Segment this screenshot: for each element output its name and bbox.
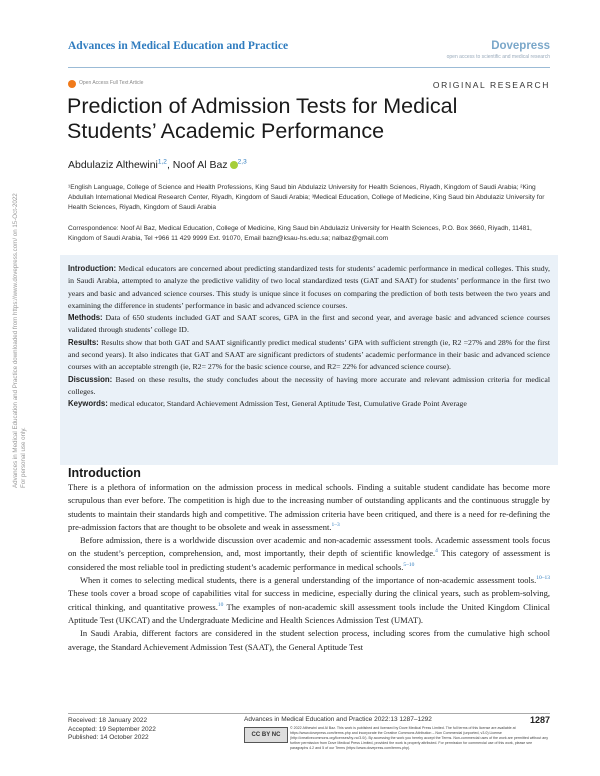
download-notice (12, 128, 28, 488)
footer-divider (68, 713, 550, 714)
author-name[interactable]: Noof Al Baz (172, 159, 228, 171)
paragraph-text: There is a plethora of information on the admission process in medical schools. Finding a suitable student candidate has become more scrupulous than ever before. The competition is high due to the increasing number of outstanding applicants and the continuous struggle by students to maintain their standards high and competitive. The admission criteria have been critiqued, and there is a need for re-defining the pre-admission factors that are thought to be obsolete and weak in assessment. (68, 482, 550, 532)
abstract-keywords (68, 398, 550, 410)
body-text (68, 481, 550, 654)
abstract-results (68, 337, 550, 374)
open-access-label: Open Access Full Text Article (79, 80, 144, 86)
publisher-logo[interactable]: Dovepress (491, 40, 550, 52)
header-divider (68, 67, 550, 68)
citation-ref[interactable]: 10 (217, 601, 224, 608)
open-access-icon (68, 80, 76, 88)
abstract-label: Methods: (68, 313, 103, 323)
paragraph-text: This category of assessment is considered the most reliable tool in predicting student’s academic performance in medical schools. (68, 548, 551, 572)
license-text: © 2022 Althewini and Al Baz. This work is published and licensed by Dove Medical Press Limited. The full terms of this license are available at https://www.dovepress.com/terms.php and incorporate the Creative Commons Attribution – Non Commercial (unported, v3.0) License (http://creativecommons.org/licenses/by-nc/3.0/). By accessing the work you hereby accept the Terms. Non-commercial uses of the work are permitted without any further permission from Dove Medical Press Limited, provided the work is properly attributed. For permission for commercial use of this work, please see paragraphs 4.2 and 5 of our Terms (https://www.dovepress.com/terms.php). (290, 726, 548, 750)
abstract-text: medical educator, Standard Achievement Admission Test, General Aptitude Test, Cumulative Grade Point Average (107, 399, 467, 409)
author-list (68, 159, 247, 171)
abstract-text: Medical educators are concerned about predicting standardized tests for students’ academic performance in medical colleges. This study, in Saudi Arabia, attempted to analyze the predictive validity of two local standardized tests (GAT and SAAT) for students’ performance in the first two years and basic and advanced science courses. This study is unique since it focuses on comparing the prediction of both tests between the two years and examining the difference in students’ performance in basic and advanced science courses. (68, 264, 550, 310)
article-type: ORIGINAL RESEARCH (432, 80, 550, 90)
download-notice-line: For personal use only. (20, 427, 27, 488)
abstract-methods (68, 312, 550, 337)
paragraph-text: When it comes to selecting medical students, there is a general understanding of the importance of non-academic assessment tools. (80, 575, 537, 586)
abstract-label: Results: (68, 337, 99, 347)
accepted-date: Accepted: 19 September 2022 (68, 725, 156, 733)
correspondence: Correspondence: Noof Al Baz, Medical Education, College of Medicine, King Saud bin Abdulaziz University for Health Sciences, P.O. Box 3660, Riyadh, 11481, Kingdom of Saudi Arabia, Tel +966 11 429 9999 Ext. 91070, Email bazn@ksau-hs.edu.sa; nalbaz@gmail.com (68, 225, 532, 242)
footer-citation[interactable]: Advances in Medical Education and Practice 2022:13 1287–1292 (244, 716, 432, 723)
abstract-label: Introduction: (68, 264, 117, 273)
affiliations: ¹English Language, College of Science and Health Professions, King Saud bin Abdulaziz University for Health Sciences, Riyadh, Kingdom of Saudi Arabia; ²King Abdullah International Medical Research Center, Riyadh, Kingdom of Saudi Arabia; ³Medical Education, College of Medicine, King Saud bin Abdulaziz University for Health Sciences, Riyadh, Kingdom of Saudi Arabia (68, 184, 545, 211)
orcid-icon[interactable] (230, 161, 238, 169)
received-date: Received: 18 January 2022 (68, 717, 148, 724)
author-affiliation-ref[interactable]: 1,2 (157, 158, 167, 166)
abstract-introduction (68, 263, 550, 312)
download-notice-line: Advances in Medical Education and Practice downloaded from https://www.dovepress.com/ on 15-Oct-2022 (12, 193, 19, 488)
citation-ref[interactable]: 5–10 (403, 561, 415, 568)
abstract-text: Based on these results, the study concludes about the necessity of having more accurate and relevant admission criteria for medical colleges. (68, 374, 550, 396)
publication-dates (68, 717, 156, 743)
abstract-text: Results show that both GAT and SAAT significantly predict medical students’ GPA with sufficient strength (ie, R2 =27% and 28% for the first and second years). It also indicates that GAT and SAAT are significant predictors of students’ academic performance in their basic and advanced science courses with an acceptable strength (ie, R2= 27% for the basic science course, and R2= 22% for advanced science course). (68, 337, 550, 372)
paragraph (68, 627, 550, 654)
page-number: 1287 (529, 715, 550, 725)
abstract (68, 263, 550, 411)
paragraph-text: In Saudi Arabia, different factors are considered in the student selection process, including scores from the cumulative high school average, the Standard Achievement Admission Test (SAAT), the General Aptitude Test (68, 628, 550, 652)
author-separator: , (166, 159, 173, 171)
abstract-label: Discussion: (68, 374, 113, 384)
article-title: Prediction of Admission Tests for Medical Students’ Academic Performance (67, 94, 458, 143)
paragraph-text: These tools cover a broad scope of capabilities vital for success in medicine, especially during the clinical years, such as problem-solving, critical thinking, and quantitative prowess. (68, 588, 550, 612)
abstract-discussion (68, 374, 550, 399)
paragraph (68, 481, 550, 534)
abstract-text: Data of 650 students included GAT and SAAT scores, GPA in the first and second year, and average basic and advanced science courses validated through students’ college ID. (68, 313, 550, 335)
journal-title[interactable]: Advances in Medical Education and Practice (68, 40, 289, 52)
publisher-tagline: open access to scientific and medical research (446, 54, 550, 60)
cc-license-badge[interactable]: CC BY NC (244, 727, 288, 743)
author-name[interactable]: Abdulaziz Althewini (68, 159, 158, 171)
paragraph-text: The examples of non-academic skill assessment tools include the United Kingdom Clinical Aptitude Test (UKCAT) and the Undergraduate Medicine and Health Sciences Admission Test (UMAT). (68, 601, 551, 625)
abstract-label: Keywords: (68, 399, 108, 409)
citation-ref[interactable]: 4 (435, 548, 438, 555)
paragraph-text: Before admission, there is a worldwide discussion over academic and non-academic assessment tools. Academic assessment tools focus on the student’s perception, comprehension, and, most importantly, their depth of scientific knowledge. (68, 535, 550, 559)
section-heading: Introduction (68, 466, 141, 480)
paragraph (68, 534, 550, 574)
paragraph (68, 574, 550, 627)
published-date: Published: 14 October 2022 (68, 734, 149, 742)
citation-ref[interactable]: 1–3 (331, 522, 340, 529)
author-affiliation-ref[interactable]: 2,3 (237, 158, 247, 166)
citation-ref[interactable]: 10–13 (536, 575, 550, 582)
